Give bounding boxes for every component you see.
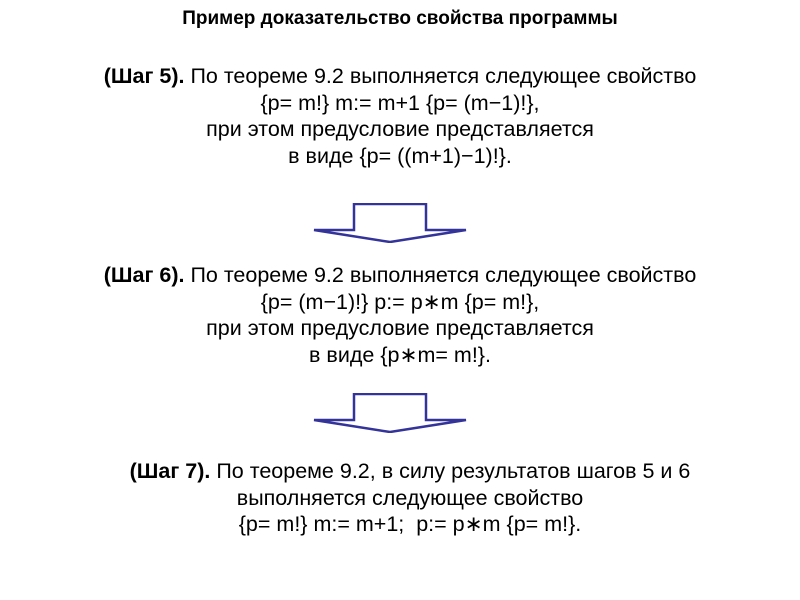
step-5-label: (Шаг 5). [103, 64, 185, 88]
step-5-line-1-text: По теореме 9.2 выполняется следующее свойство [184, 64, 697, 88]
step-7-label: (Шаг 7). [129, 459, 211, 483]
step-5-line-1 [0, 63, 800, 90]
step-6-label: (Шаг 6). [103, 263, 185, 287]
down-arrow-shape [314, 394, 466, 432]
step-5-line-4: в виде {p= ((m+1)−1)!}. [288, 143, 512, 168]
step-7-block [10, 458, 800, 538]
step-6-line-2: {p= (m−1)!} p:= p∗m {p= m!}, [260, 289, 540, 314]
step-5-line-3: при этом предусловие представляется [206, 117, 594, 141]
step-6-line-3: при этом предусловие представляется [206, 316, 594, 340]
down-arrow-icon [312, 203, 468, 243]
step-6-line-1-text: По теореме 9.2 выполняется следующее свойство [184, 263, 697, 287]
step-7-line-1-text: По теореме 9.2, в силу результатов шагов 5 и 6 [210, 459, 691, 483]
step-7-line-1 [10, 458, 800, 485]
step-7-line-2: выполняется следующее свойство [236, 485, 584, 510]
step-5-block [0, 63, 800, 169]
step-6-line-4: в виде {p∗m= m!}. [309, 342, 491, 367]
down-arrow-shape [314, 204, 466, 242]
step-6-line-1 [0, 262, 800, 289]
step-7-line-3: {p= m!} m:= m+1; p:= p∗m {p= m!}. [238, 512, 582, 536]
page-title: Пример доказательство свойства программы [182, 8, 618, 29]
step-5-line-2: {p= m!} m:= m+1 {p= (m−1)!}, [260, 90, 540, 115]
down-arrow-icon [312, 393, 468, 433]
step-6-block [0, 262, 800, 368]
